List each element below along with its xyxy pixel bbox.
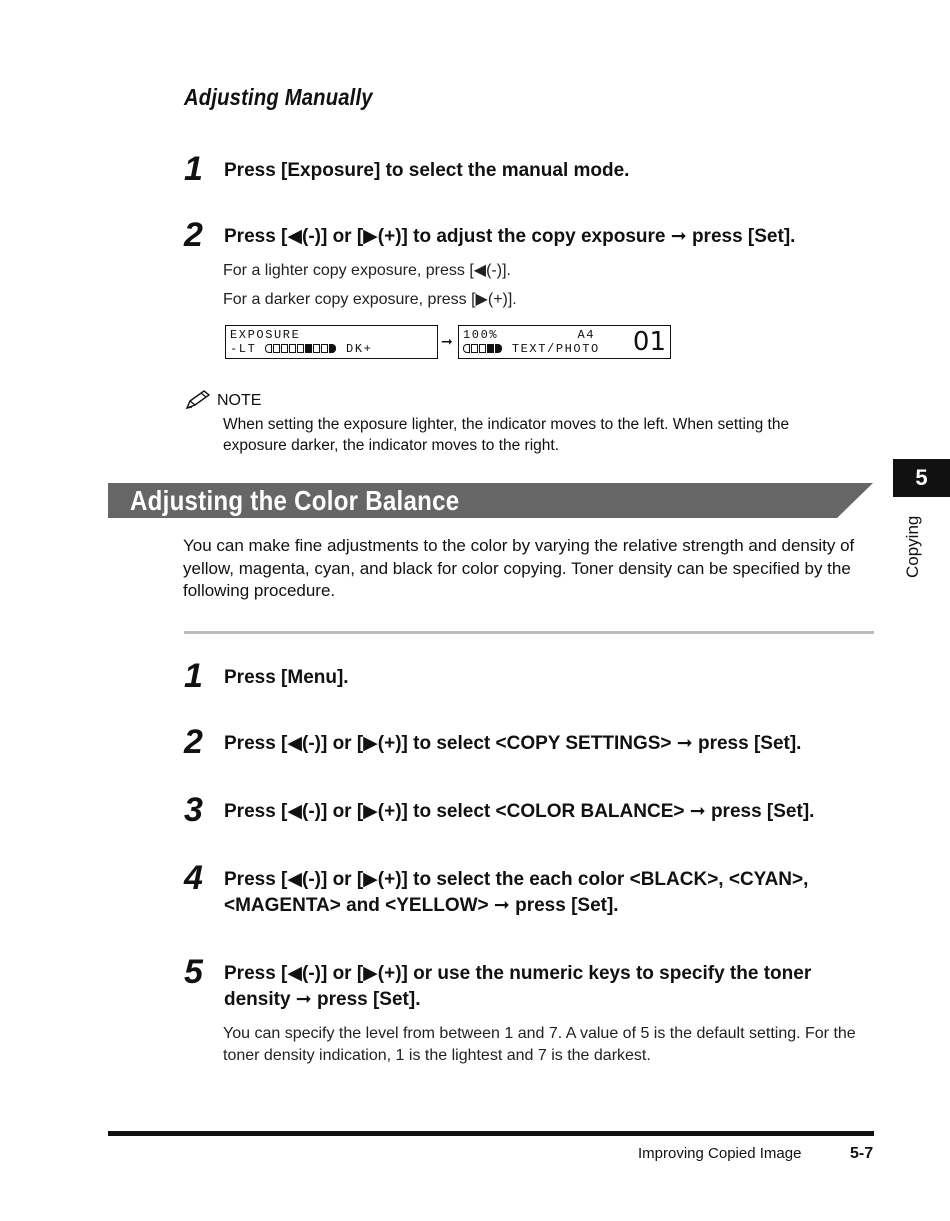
lcd-mode: TEXT/PHOTO <box>511 342 600 356</box>
section-title: Adjusting the Color Balance <box>130 485 460 516</box>
indicator-cell <box>273 344 280 353</box>
step-text: Press [◀(-)] or [▶(+)] to adjust the copy exposure ➞ press [Set]. <box>224 226 796 247</box>
step-text: Press [Menu]. <box>224 667 349 688</box>
indicator-cell <box>495 344 502 353</box>
footer-page-number: 5-7 <box>850 1145 874 1162</box>
indicator-cell <box>305 344 312 353</box>
lcd-arrow: ➞ <box>441 333 453 349</box>
chapter-tab-number: 5 <box>893 459 950 497</box>
lcd-standby-display <box>458 325 671 359</box>
indicator-cell <box>321 344 328 353</box>
footer-rule <box>108 1131 874 1136</box>
lcd-dk-label: DK+ <box>346 342 373 356</box>
footer-section-name: Improving Copied Image <box>638 1145 802 1162</box>
lcd-exposure-display <box>225 325 438 359</box>
step-number: 3 <box>184 791 203 829</box>
step-note-darker: For a darker copy exposure, press [▶(+)]. <box>223 291 517 308</box>
lcd-line-2 <box>463 343 600 356</box>
indicator-cell <box>297 344 304 353</box>
lcd-paper-size: A4 <box>577 328 596 342</box>
indicator-cell <box>313 344 320 353</box>
lcd-line-1: EXPOSURE <box>230 328 301 342</box>
density-indicator <box>463 342 503 356</box>
step-number: 1 <box>184 150 203 188</box>
pencil-icon <box>184 389 212 411</box>
indicator-cell <box>265 344 272 353</box>
lcd-line-2 <box>230 343 372 356</box>
note-label: NOTE <box>217 392 262 409</box>
step-text: Press [◀(-)] or [▶(+)] to select <COLOR BALANCE> ➞ press [Set]. <box>224 801 815 822</box>
lcd-ratio: 100% <box>463 328 499 342</box>
indicator-cell <box>329 344 336 353</box>
lcd-lt-label: -LT <box>230 342 257 356</box>
step-number: 5 <box>184 953 203 991</box>
step-number: 2 <box>184 723 203 761</box>
step-5-note: You can specify the level from between 1 and 7. A value of 5 is the default setting. For the toner density indication, 1 is the lightest and 7 is the darkest. <box>223 1025 856 1064</box>
step-note-lighter: For a lighter copy exposure, press [◀(-)]. <box>223 262 511 279</box>
section-intro: You can make fine adjustments to the color by varying the relative strength and density of yellow, magenta, cyan, and black for color copying. Toner density can be specified by the following procedure. <box>183 536 855 600</box>
step-text: Press [◀(-)] or [▶(+)] to select <COPY SETTINGS> ➞ press [Set]. <box>224 733 802 754</box>
step-number: 4 <box>184 859 203 897</box>
indicator-cell <box>479 344 486 353</box>
lcd-copy-count: 01 <box>632 327 666 357</box>
exposure-indicator <box>265 342 337 356</box>
indicator-cell <box>289 344 296 353</box>
step-text: Press [◀(-)] or [▶(+)] to select the each color <BLACK>, <CYAN>, <MAGENTA> and <YELLOW> ➞ press [Set]. <box>224 869 809 916</box>
indicator-cell <box>471 344 478 353</box>
indicator-cell <box>463 344 470 353</box>
divider-line <box>184 631 874 634</box>
indicator-cell <box>281 344 288 353</box>
step-number: 2 <box>184 216 203 254</box>
subsection-heading: Adjusting Manually <box>184 84 373 110</box>
lcd-line-1 <box>463 329 595 342</box>
step-number: 1 <box>184 657 203 695</box>
step-text: Press [◀(-)] or [▶(+)] or use the numeric keys to specify the toner density ➞ press [Set]. <box>224 963 812 1010</box>
indicator-cell <box>487 344 494 353</box>
step-text: Press [Exposure] to select the manual mode. <box>224 160 630 181</box>
note-text: When setting the exposure lighter, the indicator moves to the left. When setting the exposure darker, the indicator moves to the right. <box>223 416 790 454</box>
chapter-tab-label: Copying <box>903 515 922 578</box>
